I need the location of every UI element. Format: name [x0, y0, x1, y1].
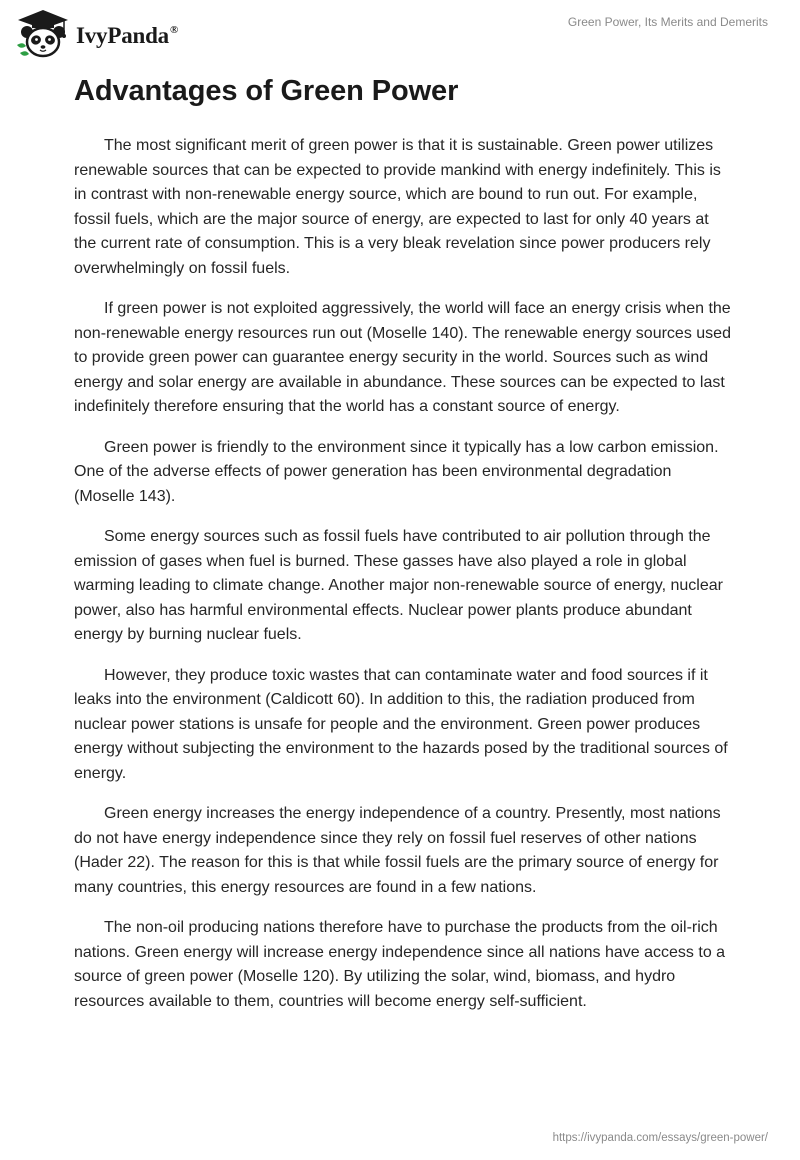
paragraph: The non-oil producing nations therefore have to purchase the products from the oil-rich nations. Green energy will increase energy independence since all nations have access to a source of green power (Moselle 120). By utilizing the solar, wind, biomass, and hydro resources available to them, countries will become energy self-sufficient.	[74, 919, 726, 1010]
paragraph: Green power is friendly to the environment since it typically has a low carbon emission. One of the adverse effects of power generation has been environmental degradation (Moselle 143).	[74, 438, 719, 505]
paragraph: Green energy increases the energy independence of a country. Presently, most nations do not have energy independence since they rely on fossil fuel reserves of other nations (Hader 22). The reason for this is that while fossil fuels are the primary source of energy for many countries, this energy resources are found in a few nations.	[74, 805, 721, 896]
registered-mark: ®	[169, 24, 179, 36]
page-header	[0, 0, 800, 70]
section-heading: Advantages of Green Power	[74, 75, 459, 107]
document-title: Green Power, Its Merits and Demerits	[567, 15, 768, 29]
ivypanda-logo[interactable]	[14, 8, 178, 60]
paragraph: Some energy sources such as fossil fuels have contributed to air pollution through the emission of gases when fuel is burned. These gasses have also played a role in global warming leading to climate change. Another major non-renewable source of energy, nuclear power, also has harmful environmental effects. Nuclear power plants produce abundant energy by burning nuclear fuels.	[74, 528, 723, 643]
paragraph: However, they produce toxic wastes that can contaminate water and food sources if it leaks into the environment (Caldicott 60). In addition to this, the radiation produced from nuclear power stations is unsafe for people and the environment. Green power produces energy without subjecting the environment to the hazards posed by the traditional sources of energy.	[74, 666, 728, 782]
source-url[interactable]: https://ivypanda.com/essays/green-power/	[552, 1132, 768, 1144]
paragraph: If green power is not exploited aggressively, the world will face an energy crisis when the non-renewable energy resources run out (Moselle 140). The renewable energy sources used to provide green power can guarantee energy security in the world. Sources such as wind energy and solar energy are available in abundance. These sources can be expected to last indefinitely therefore ensuring that the world has a constant source of energy.	[74, 300, 731, 415]
paragraph: The most significant merit of green power is that it is sustainable. Green power utilizes renewable sources that can be expected to provide mankind with energy indefinitely. This is in contrast with non-renewable energy source, which are bound to run out. For example, fossil fuels, which are the major source of energy, are expected to last for only 40 years at the current rate of consumption. This is a very bleak revelation since power producers rely overwhelmingly on fossil fuels.	[74, 137, 721, 277]
article-body	[74, 72, 734, 1030]
panda-graduation-cap-icon	[14, 8, 72, 60]
brand-name: IvyPanda®	[76, 23, 179, 48]
